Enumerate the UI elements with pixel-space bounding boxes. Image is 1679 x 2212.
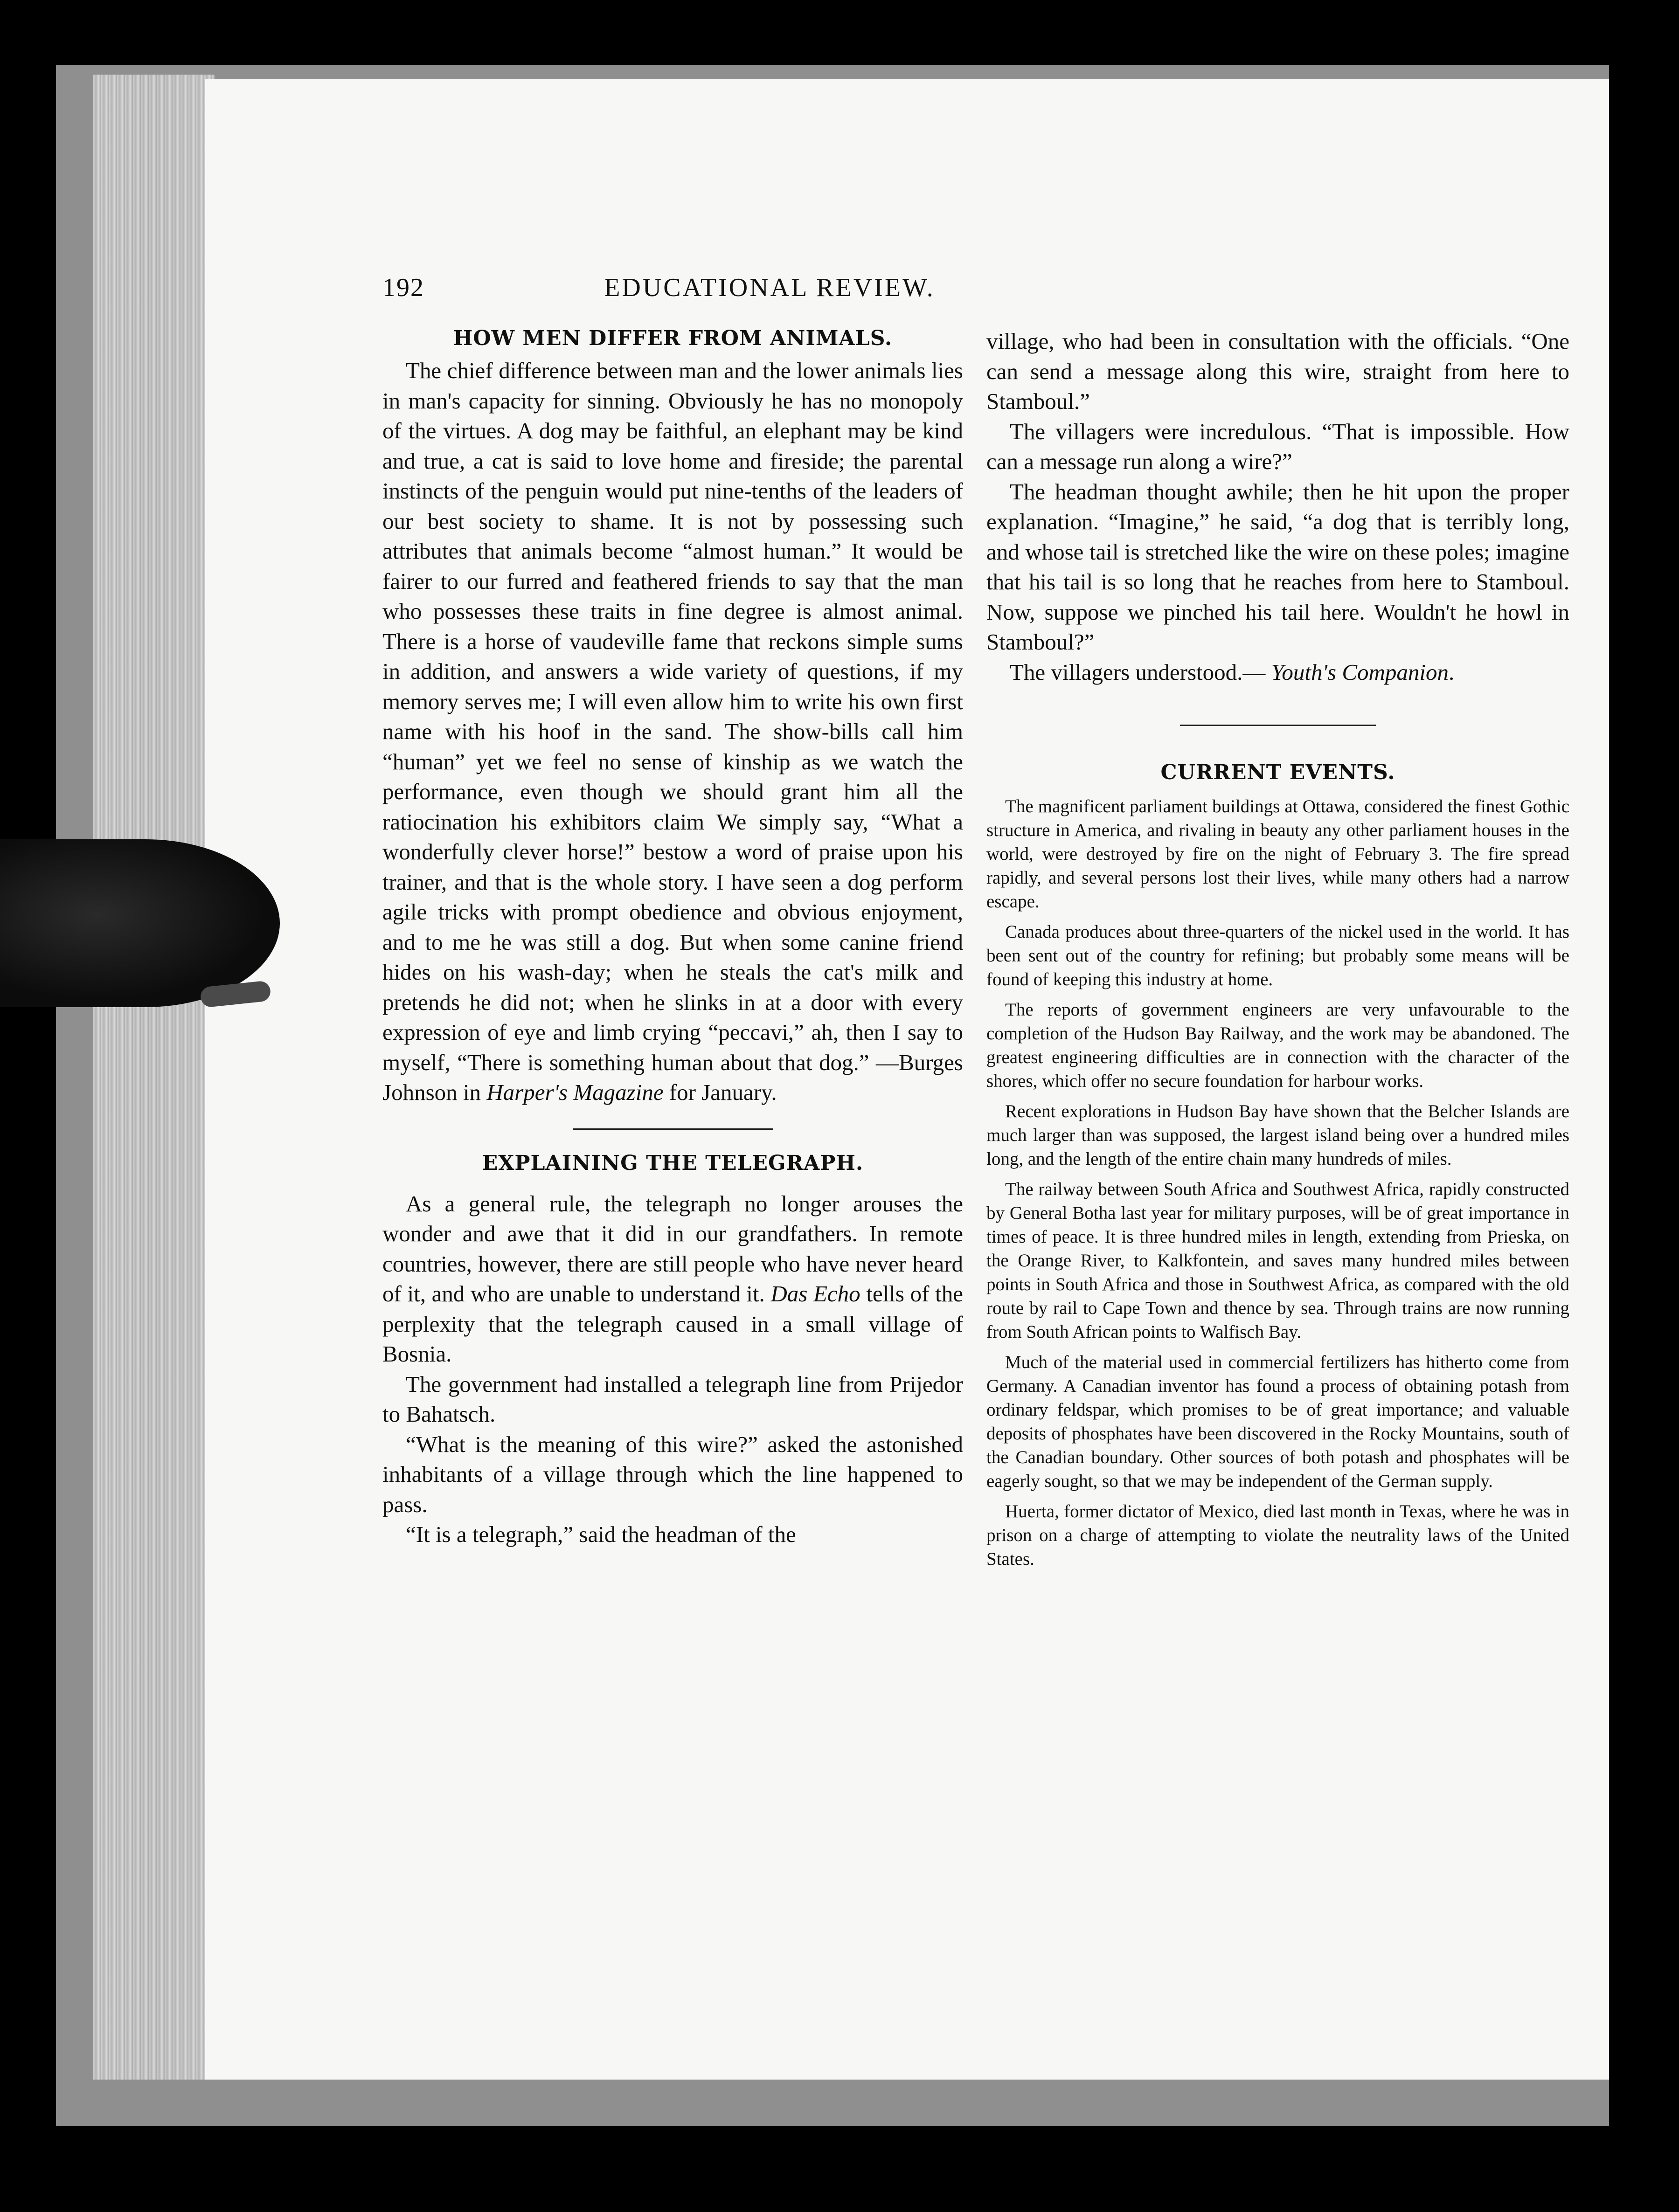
- source-tail: for January.: [663, 1079, 777, 1105]
- book-page-edges: [93, 75, 215, 2080]
- paragraph: [986, 657, 1569, 688]
- current-events-section: [986, 760, 1569, 1571]
- paragraph: “What is the meaning of this wire?” asked the astonished inhabitants of a village through which the line happened to pass.: [382, 1431, 963, 1517]
- section-divider: [1180, 725, 1376, 726]
- news-item: Canada produces about three-quarters of the nickel used in the world. It has been sent out of the country for refining; but probably some means will be found of keeping this industry at home.: [986, 922, 1569, 989]
- paragraph: The government had installed a telegraph line from Prijedor to Bahatsch.: [382, 1371, 963, 1427]
- news-item: Much of the material used in commercial fertilizers has hitherto come from Germany. A Canadian inventor has found a process of obtaining potash from ordinary feldspar, which promises to be of great importance; and valuable deposits of phosphates have been discovered in the Rocky Mountains, south of the Canadian boundary. Other sources of both potash and phosphates will be eagerly sought, so that we may be independent of the German supply.: [986, 1352, 1569, 1491]
- paragraph: “It is a telegraph,” said the headman of the: [406, 1521, 796, 1547]
- running-title: EDUCATIONAL REVIEW.: [604, 273, 935, 302]
- paragraph: village, who had been in consultation with the officials. “One can send a message along this wire, straight from here to Stamboul.”: [986, 328, 1569, 414]
- paragraph-text: The villagers understood.—: [1010, 659, 1271, 685]
- news-item: Huerta, former dictator of Mexico, died last month in Texas, where he was in prison on a charge of attempting to violate the neutrality laws of the United States.: [986, 1501, 1569, 1569]
- running-head: [382, 273, 1143, 310]
- article-title: EXPLAINING THE TELEGRAPH.: [482, 1151, 864, 1175]
- page-number: 192: [382, 273, 424, 302]
- left-column: [382, 326, 963, 1550]
- paragraph-text: tells of the perplexity that the telegraph caused in a small village of Bosnia.: [382, 1281, 963, 1367]
- source-title: Youth's Companion: [1271, 659, 1449, 685]
- article-title: HOW MEN DIFFER FROM ANIMALS.: [453, 326, 893, 350]
- news-item: Recent explorations in Hudson Bay have shown that the Belcher Islands are much larger than was supposed, the largest island being over a hundred miles long, and the length of the entire chain many hundreds of miles.: [986, 1101, 1569, 1169]
- news-item: The railway between South Africa and Southwest Africa, rapidly constructed by General Botha last year for military purposes, will be of great importance in times of peace. It is three hundred miles in length, extending from Prieska, on the Orange River, to Kalkfontein, and saves many hundred miles between points in South Africa and those in Southwest Africa, as compared with the old route by rail to Cape Town and thence by sea. Through trains are now running from South African points to Walfisch Bay.: [986, 1179, 1569, 1342]
- section-title: CURRENT EVENTS.: [1160, 760, 1395, 784]
- telegraph-continuation: [986, 326, 1569, 687]
- article-explaining-telegraph: [382, 1151, 963, 1550]
- paragraph-text: .: [1449, 659, 1455, 685]
- source-title: Das Echo: [770, 1281, 860, 1306]
- article-text: The chief difference between man and the lower animals lies in man's capacity for sinning. Obviously he has no monopoly of the virtues. A dog may be faithful, an elephant may be kind and true, a cat is said to love home and fireside; the parental instincts of the penguin would put nine-tenths of the leaders of our best society to shame. It is not by possessing such attributes that animals become “almost human.” It would be fairer to our furred and feathered friends to say that the man who possesses these traits in fine degree is almost animal. There is a horse of vaudeville fame that reckons simple sums in addition, and answers a wide variety of questions, if my memory serves me; I will even allow him to write his own first name with his hoof in the sand. The show-bills call him “human” yet we feel no sense of kinship as we watch the performance, even though we should grant him all the ratiocination his exhibitors claim We simply say, “What a wonderfully clever horse!” bestow a word of praise upon his trainer, and that is the whole story. I have seen a dog perform agile tricks with prompt obedience and obvious enjoyment, and to me he was still a dog. But when some canine friend hides on his wash-day; when he steals the cat's milk and pretends he did not; when he slinks in at a door with every expression of eye and limb crying “peccavi,” ah, then I say to myself, “There is something human about that dog.” —Burges Johnson in: [382, 358, 963, 1105]
- news-item: The magnificent parliament buildings at Ottawa, considered the finest Gothic structure in America, and rivaling in beauty any other parliament houses in the world, were destroyed by fire on the night of February 3. The fire spread rapidly, and several persons lost their lives, while many others had a narrow escape.: [986, 796, 1569, 912]
- source-title: Harper's Magazine: [486, 1079, 664, 1105]
- right-column: [986, 326, 1569, 1577]
- thumb-shadow: [0, 839, 280, 1007]
- article-body: [382, 356, 963, 1108]
- paragraph-text: As a general rule, the telegraph no longer arouses the wonder and awe that it did in our grandfathers. In remote countries, however, there are still people who have never heard of it, and who are unable to understand it.: [382, 1190, 963, 1306]
- paragraph: [382, 1189, 963, 1369]
- article-how-men-differ: [382, 326, 963, 1108]
- news-item: The reports of government engineers are very unfavourable to the completion of the Hudson Bay Railway, and the work may be abandoned. The greatest engineering difficulties are in connection with the character of the shores, which offer no secure foundation for harbour works.: [986, 1000, 1569, 1091]
- paragraph: The headman thought awhile; then he hit upon the proper explanation. “Imagine,” he said, “a dog that is terribly long, and whose tail is stretched like the wire on these poles; imagine that his tail is so long that he reaches from here to Stamboul. Now, suppose we pinched his tail here. Wouldn't he howl in Stamboul?”: [986, 478, 1569, 655]
- paragraph: The villagers were incredulous. “That is impossible. How can a message run along a wire?”: [986, 418, 1569, 474]
- section-divider: [573, 1128, 773, 1130]
